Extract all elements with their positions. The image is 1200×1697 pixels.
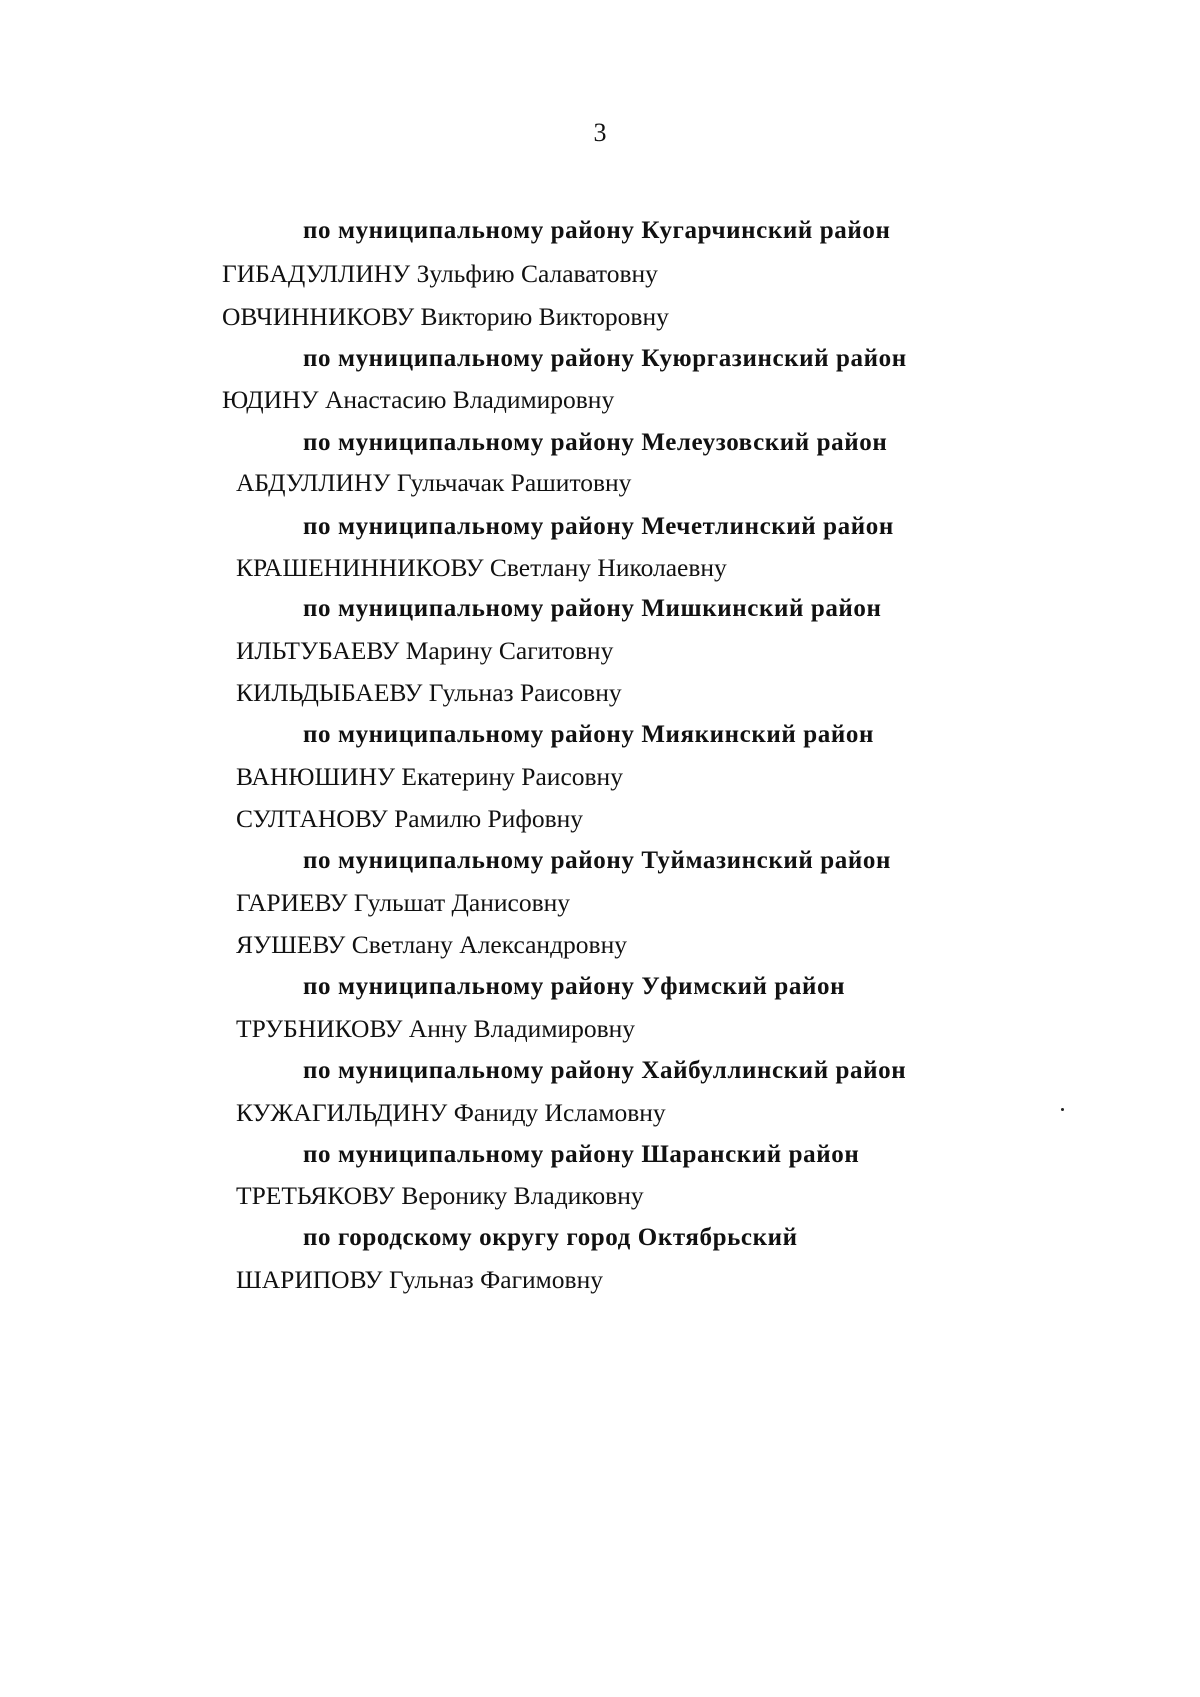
- district-heading-khaybullinsky: по муниципальному району Хайбуллинский район: [303, 1057, 907, 1084]
- person-abdullina: АБДУЛЛИНУ Гульчачак Рашитовну: [236, 468, 632, 497]
- district-heading-sharansky: по муниципальному району Шаранский район: [303, 1141, 860, 1168]
- person-garieva: ГАРИЕВУ Гульшат Данисовну: [236, 888, 571, 917]
- district-heading-meleuzovsky: по муниципальному району Мелеузовский район: [303, 429, 888, 456]
- person-krasheninnikova: КРАШЕНИННИКОВУ Светлану Николаевну: [236, 553, 727, 582]
- person-kildybaeva: КИЛЬДЫБАЕВУ Гульназ Раисовну: [236, 678, 622, 707]
- person-ovchinnikova: ОВЧИННИКОВУ Викторию Викторовну: [222, 302, 669, 331]
- person-iltubaeva: ИЛЬТУБАЕВУ Марину Сагитовну: [236, 636, 614, 665]
- person-yudina: ЮДИНУ Анастасию Владимировну: [222, 385, 615, 414]
- scan-speck: [1061, 1108, 1064, 1111]
- person-sultanova: СУЛТАНОВУ Рамилю Рифовну: [236, 804, 584, 833]
- person-vanyushina: ВАНЮШИНУ Екатерину Раисовну: [236, 762, 623, 791]
- district-heading-mechetlinsky: по муниципальному району Мечетлинский район: [303, 513, 894, 540]
- person-sharipova: ШАРИПОВУ Гульназ Фагимовну: [236, 1265, 603, 1294]
- person-gibadullina: ГИБАДУЛЛИНУ Зульфию Салаватовну: [222, 259, 658, 288]
- district-heading-mishkinsky: по муниципальному району Мишкинский район: [303, 595, 882, 622]
- person-kuzhagildina: КУЖАГИЛЬДИНУ Фаниду Исламовну: [236, 1098, 666, 1127]
- district-heading-ufimsky: по муниципальному району Уфимский район: [303, 973, 846, 1000]
- page-number: 3: [593, 118, 607, 147]
- person-yausheva: ЯУШЕВУ Светлану Александровну: [236, 930, 627, 959]
- district-heading-kuyurgazinsky: по муниципальному району Куюргазинский район: [303, 345, 907, 372]
- person-tretyakova: ТРЕТЬЯКОВУ Веронику Владиковну: [236, 1181, 644, 1210]
- district-heading-tuymazinsky: по муниципальному району Туймазинский район: [303, 847, 891, 874]
- district-heading-kugarchinsky: по муниципальному району Кугарчинский район: [303, 217, 891, 244]
- district-heading-oktyabrsky: по городскому округу город Октябрьский: [303, 1224, 798, 1251]
- district-heading-miyakinsky: по муниципальному району Миякинский район: [303, 721, 874, 748]
- person-trubnikova: ТРУБНИКОВУ Анну Владимировну: [236, 1014, 636, 1043]
